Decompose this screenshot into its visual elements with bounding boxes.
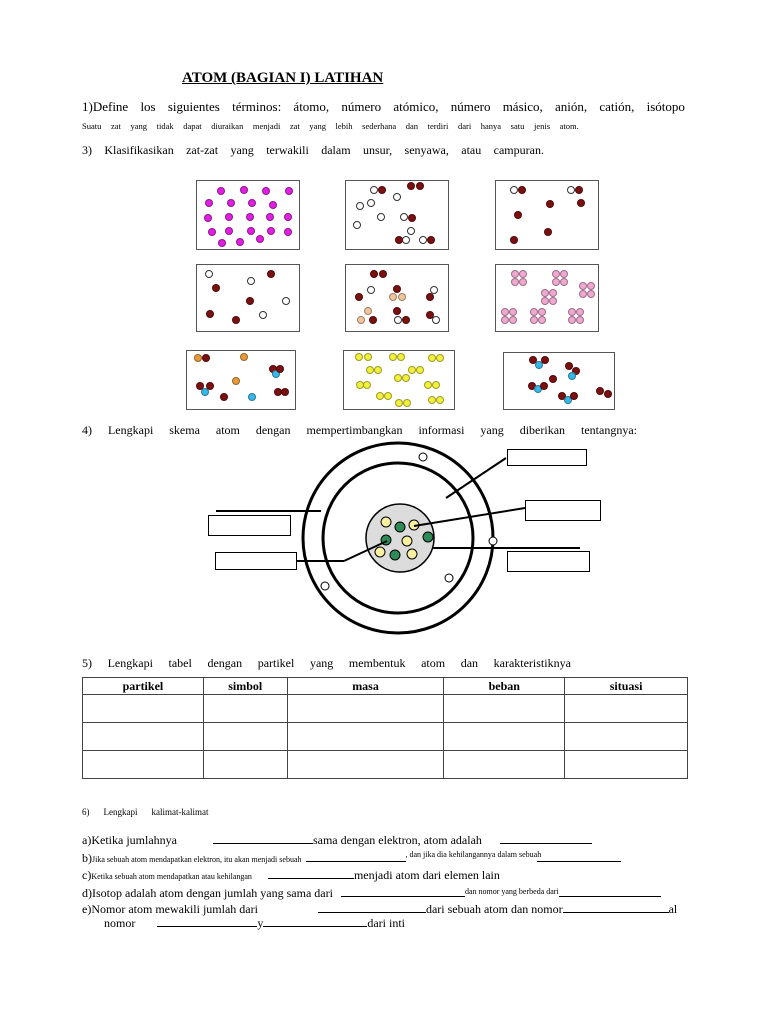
word: dengan [255, 423, 291, 437]
word: Lengkapi [107, 423, 154, 437]
word: átomo, [293, 99, 330, 114]
word: yang [480, 423, 504, 437]
sentence-e-line2-b: y [257, 916, 264, 930]
word: diuraikan [211, 121, 244, 131]
sentence-e-blank-2[interactable] [563, 902, 669, 913]
table-cell[interactable] [287, 723, 444, 751]
atom-label-blank-3[interactable] [208, 515, 291, 536]
table-header-row [83, 678, 688, 695]
word: zat-zat [186, 143, 219, 157]
sentence-e-line-2 [104, 914, 405, 932]
word: atom [215, 423, 240, 437]
word: jenis [533, 121, 551, 131]
atom-label-blank-2[interactable] [525, 500, 601, 521]
word: tidak [156, 121, 174, 131]
electron [419, 453, 427, 461]
word: másico, [502, 99, 543, 114]
q6-number: 6) [82, 807, 90, 817]
proton [407, 549, 417, 559]
word: atómico, [393, 99, 439, 114]
word: karakteristiknya [493, 656, 571, 670]
table-cell[interactable] [444, 751, 565, 779]
sentence-a-blank-1[interactable] [213, 833, 313, 844]
table-row [83, 695, 688, 723]
word: Suatu [82, 121, 102, 131]
sentence-e-line2-c: dari inti [367, 916, 406, 930]
sentence-e-line2-a: nomor [104, 916, 136, 930]
word: menjadi [252, 121, 281, 131]
word: campuran. [493, 143, 544, 157]
sentence-a-text1: Ketika jumlahnya [91, 833, 177, 847]
header-partikel: partikel [83, 678, 204, 695]
neutron [390, 550, 400, 560]
table-row [83, 751, 688, 779]
word: atau [461, 143, 482, 157]
word: dan [405, 121, 418, 131]
word: yang [309, 656, 334, 670]
sentence-e-text1: Nomor atom mewakili jumlah dari [91, 902, 258, 916]
proton [375, 547, 385, 557]
table-cell[interactable] [444, 695, 565, 723]
word: unsur, [362, 143, 393, 157]
atom-label-blank-4[interactable] [215, 552, 297, 570]
sentence-d-blank-1[interactable] [341, 886, 465, 897]
word: atom. [559, 121, 579, 131]
sentence-e-blank-1[interactable] [318, 902, 426, 913]
sentence-a-blank-2[interactable] [500, 833, 592, 844]
word: zat [110, 121, 121, 131]
word: isótopo [646, 99, 685, 114]
word: lebih [335, 121, 353, 131]
word: satu [510, 121, 525, 131]
word: los [140, 99, 156, 114]
table-cell[interactable] [83, 695, 204, 723]
sentence-e-prefix: e) [82, 902, 92, 916]
word: número [341, 99, 382, 114]
word: Klasifikasikan [104, 143, 174, 157]
sentence-a-text2: sama dengan elektron, atom adalah [312, 833, 482, 847]
word: tentangnya: [581, 423, 637, 437]
word: 1)Define [82, 99, 129, 114]
word: 4) [82, 423, 92, 437]
question-5 [82, 656, 571, 671]
word: skema [169, 423, 200, 437]
sentence-c-text2: menjadi atom dari elemen lain [353, 868, 500, 882]
word: membentuk [348, 656, 406, 670]
word: informasi [418, 423, 465, 437]
table-row [83, 723, 688, 751]
word: partikel [257, 656, 295, 670]
electron [321, 582, 329, 590]
sentence-d-blank-2[interactable] [559, 886, 661, 897]
table-cell[interactable] [203, 751, 287, 779]
sentence-e-blank-4[interactable] [263, 916, 367, 927]
word: mempertimbangkan [306, 423, 403, 437]
sentence-a [82, 831, 592, 849]
word: sederhana [362, 121, 397, 131]
sentence-b-prefix: b) [82, 851, 92, 865]
word: yang [309, 121, 326, 131]
table-cell[interactable] [83, 751, 204, 779]
electron [445, 574, 453, 582]
table-cell[interactable] [287, 695, 444, 723]
sentence-b-blank-2[interactable] [537, 851, 621, 862]
sentence-c-text1: Ketika sebuah atom mendapatkan atau kehilangan [91, 872, 252, 881]
word: senyawa, [404, 143, 449, 157]
word: dan [460, 656, 479, 670]
word: 5) [82, 656, 92, 670]
sentence-c [82, 866, 500, 884]
particle-table [82, 677, 688, 779]
table-cell[interactable] [565, 723, 688, 751]
word: zat [289, 121, 300, 131]
header-simbol: simbol [203, 678, 287, 695]
question-6 [82, 807, 208, 817]
sentence-e-text2: dari sebuah atom dan nomor [425, 902, 563, 916]
sentence-e-text3: al [668, 902, 678, 916]
sentence-d-text2: dan nomor yang berbeda dari [464, 887, 559, 896]
word: hanya [480, 121, 502, 131]
table-cell[interactable] [444, 723, 565, 751]
sentence-b [82, 849, 621, 867]
word: Lengkapi [107, 656, 153, 670]
word: terdiri [427, 121, 449, 131]
q6-word: Lengkapi [103, 807, 138, 817]
table-cell[interactable] [83, 723, 204, 751]
header-beban: beban [444, 678, 565, 695]
sentence-b-text1: Jika sebuah atom mendapatkan elektron, itu akan menjadi sebuah [92, 855, 302, 864]
word: 3) [82, 143, 92, 157]
word: dapat [183, 121, 202, 131]
word: terwakili [266, 143, 309, 157]
sentence-d-text1: Isotop adalah atom dengan jumlah yang sama dari [92, 886, 333, 900]
word: tabel [168, 656, 192, 670]
electron [489, 537, 497, 545]
word: dengan [207, 656, 243, 670]
word: dari [457, 121, 472, 131]
word: dalam [321, 143, 351, 157]
word: número [450, 99, 491, 114]
q6-word: kalimat-kalimat [151, 807, 209, 817]
neutron [395, 522, 405, 532]
proton [381, 517, 391, 527]
table-cell[interactable] [565, 751, 688, 779]
word: diberikan [519, 423, 566, 437]
word: yang [230, 143, 254, 157]
sentence-a-prefix: a) [82, 833, 92, 847]
header-situasi: situasi [565, 678, 688, 695]
table-cell[interactable] [203, 723, 287, 751]
sentence-d-prefix: d) [82, 886, 92, 900]
sentence-c-blank-1[interactable] [268, 868, 354, 879]
table-cell[interactable] [287, 751, 444, 779]
header-masa: masa [287, 678, 444, 695]
atom-label-blank-5[interactable] [507, 551, 590, 572]
word: términos: [232, 99, 282, 114]
table-cell[interactable] [565, 695, 688, 723]
word: catión, [599, 99, 635, 114]
word: anión, [555, 99, 588, 114]
atom-label-blank-1[interactable] [507, 449, 587, 466]
worksheet-title: ATOM (BAGIAN I) LATIHAN [182, 70, 384, 86]
proton [402, 536, 412, 546]
sentence-b-text2: , dan jika dia kehilangannya dalam sebuah [405, 850, 542, 859]
sentence-e-blank-3[interactable] [157, 916, 257, 927]
word: yang [130, 121, 148, 131]
word: atom [421, 656, 446, 670]
word: siguientes [167, 99, 220, 114]
sentence-b-blank-1[interactable] [306, 851, 406, 862]
table-cell[interactable] [203, 695, 287, 723]
sentence-c-prefix: c) [82, 868, 92, 882]
neutron [423, 532, 433, 542]
